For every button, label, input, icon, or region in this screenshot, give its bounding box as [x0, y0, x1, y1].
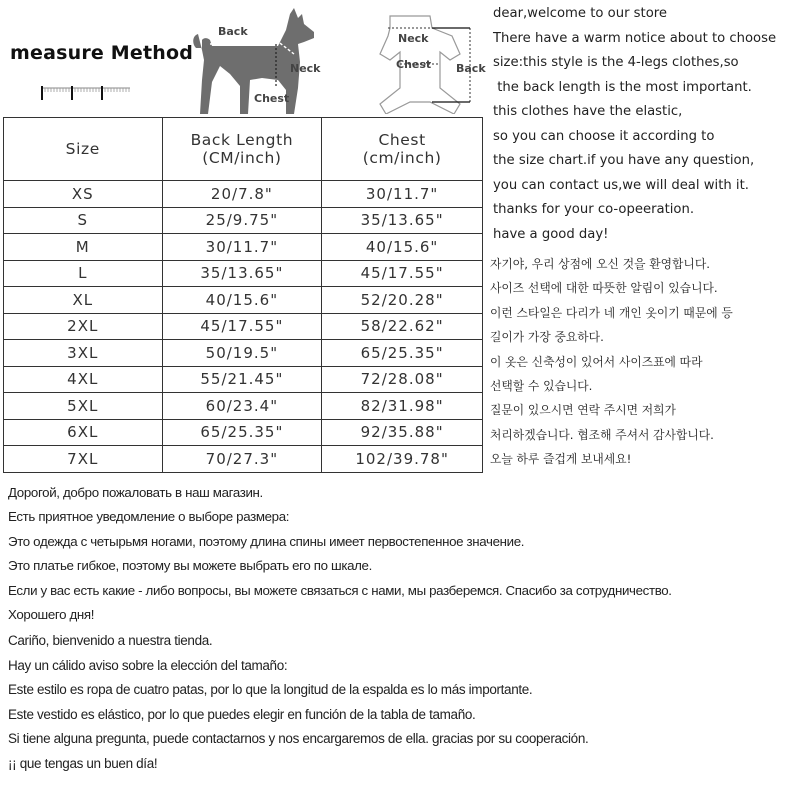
notice-line: 이 옷은 신축성이 있어서 사이즈표에 따라	[490, 354, 703, 369]
cell-size: S	[4, 207, 163, 234]
notice-line: you can contact us,we will deal with it.	[493, 177, 749, 193]
notice-line: 질문이 있으시면 연락 주시면 저희가	[490, 403, 676, 418]
cell-back: 55/21.45"	[162, 366, 322, 393]
cell-chest: 35/13.65"	[322, 207, 483, 234]
notice-line: Если у вас есть какие - либо вопросы, вы можете связаться с нами, мы разберемся. Спасибо за сотрудничество.	[8, 582, 672, 598]
cell-chest: 40/15.6"	[322, 234, 483, 261]
pet-shirt-icon	[360, 6, 490, 114]
measure-method-title: measure Method	[10, 42, 194, 64]
notice-line: There have a warm notice about to choose	[493, 30, 777, 46]
header-chest-line2: (cm/inch)	[362, 149, 442, 167]
notice-line: 자기야, 우리 상점에 오신 것을 환영합니다.	[490, 257, 710, 271]
notice-line: size:this style is the 4-legs clothes,so	[493, 55, 739, 70]
cell-size: 7XL	[4, 446, 163, 473]
cell-size: M	[4, 234, 163, 261]
table-row	[4, 234, 483, 261]
notice-line: have a good day!	[493, 226, 609, 242]
cell-chest: 58/22.62"	[322, 313, 483, 340]
notice-line: Есть приятное уведомление о выборе размера:	[8, 509, 290, 525]
table-row	[4, 366, 483, 393]
shirt-chest-label: Chest	[396, 58, 432, 71]
notice-line: Si tiene alguna pregunta, puede contactarnos y nos encargaremos de ella. gracias por su cooperación.	[8, 731, 589, 746]
ruler-icon	[40, 84, 132, 102]
notice-line: 이런 스타일은 다리가 네 개인 옷이기 때문에 등	[490, 305, 733, 320]
notice-korean	[490, 252, 800, 472]
cell-back: 70/27.3"	[162, 446, 322, 473]
cell-size: XL	[4, 287, 163, 314]
cell-chest: 52/20.28"	[322, 287, 483, 314]
notice-line: Hay un cálido aviso sobre la elección del tamaño:	[8, 657, 288, 673]
table-row	[4, 446, 483, 473]
notice-line: Este vestido es elástico, por lo que puedes elegir en función de la tabla de tamaño.	[8, 706, 476, 722]
notice-line: the back length is the most important.	[493, 79, 752, 95]
notice-russian	[8, 481, 800, 627]
cell-back: 30/11.7"	[162, 234, 322, 261]
table-row	[4, 313, 483, 340]
header-chest-line1: Chest	[378, 131, 426, 149]
header-back-length-line1: Back Length	[190, 131, 294, 149]
table-row	[4, 419, 483, 446]
cell-back: 45/17.55"	[162, 313, 322, 340]
cell-size: XS	[4, 181, 163, 208]
table-row	[4, 340, 483, 367]
cell-size: 5XL	[4, 393, 163, 420]
notice-line: Хорошего дня!	[8, 606, 95, 622]
notice-spanish	[8, 629, 800, 776]
dog-neck-label: Neck	[290, 62, 321, 75]
notice-line: Это одежда с четырьмя ногами, поэтому длина спины имеет первостепенное значение.	[8, 533, 525, 549]
notice-line: 선택할 수 있습니다.	[490, 378, 593, 393]
notice-line: Cariño, bienvenido a nuestra tienda.	[8, 633, 213, 648]
cell-size: 3XL	[4, 340, 163, 367]
header-back-length	[162, 118, 322, 181]
notice-line: this clothes have the elastic,	[493, 104, 683, 119]
cell-back: 35/13.65"	[162, 260, 322, 287]
cell-back: 65/25.35"	[162, 419, 322, 446]
cell-back: 60/23.4"	[162, 393, 322, 420]
dog-silhouette-icon	[190, 4, 330, 114]
cell-size: 6XL	[4, 419, 163, 446]
cell-back: 20/7.8"	[162, 181, 322, 208]
notice-line: thanks for your co-opeeration.	[493, 202, 695, 217]
cell-chest: 30/11.7"	[322, 181, 483, 208]
cell-back: 50/19.5"	[162, 340, 322, 367]
cell-size: 4XL	[4, 366, 163, 393]
header-chest	[322, 118, 483, 181]
shirt-neck-label: Neck	[398, 32, 429, 45]
header-back-length-line2: (CM/inch)	[202, 149, 282, 167]
cell-chest: 72/28.08"	[322, 366, 483, 393]
header-size: Size	[4, 118, 163, 181]
table-row	[4, 207, 483, 234]
table-row	[4, 260, 483, 287]
notice-line: Это платье гибкое, поэтому вы можете выбрать его по шкале.	[8, 558, 372, 574]
table-header-row	[4, 118, 483, 181]
table-row	[4, 287, 483, 314]
cell-chest: 102/39.78"	[322, 446, 483, 473]
notice-line: so you can choose it according to	[493, 128, 715, 144]
notice-english	[493, 2, 798, 247]
notice-line: 사이즈 선택에 대한 따뜻한 알림이 있습니다.	[490, 281, 718, 296]
table-row	[4, 393, 483, 420]
notice-line: dear,welcome to our store	[493, 6, 668, 21]
notice-line: 길이가 가장 중요하다.	[490, 330, 604, 345]
notice-line: the size chart.if you have any question,	[493, 153, 755, 168]
table-row	[4, 181, 483, 208]
cell-back: 40/15.6"	[162, 287, 322, 314]
notice-line: Дорогой, добро пожаловать в наш магазин.	[8, 485, 263, 500]
cell-back: 25/9.75"	[162, 207, 322, 234]
notice-line: Este estilo es ropa de cuatro patas, por lo que la longitud de la espalda es lo más importante.	[8, 682, 533, 697]
dog-back-label: Back	[218, 25, 248, 38]
cell-chest: 45/17.55"	[322, 260, 483, 287]
dog-chest-label: Chest	[254, 92, 290, 105]
notice-line: 오늘 하루 즐겁게 보내세요!	[490, 452, 632, 467]
measure-method-header	[0, 0, 490, 115]
size-chart-table	[3, 117, 483, 473]
cell-size: L	[4, 260, 163, 287]
shirt-back-label: Back	[456, 62, 486, 75]
notice-line: 처리하겠습니다. 협조해 주셔서 감사합니다.	[490, 427, 714, 442]
cell-chest: 65/25.35"	[322, 340, 483, 367]
cell-chest: 92/35.88"	[322, 419, 483, 446]
notice-line: ¡¡ que tengas un buen día!	[8, 755, 158, 771]
cell-chest: 82/31.98"	[322, 393, 483, 420]
cell-size: 2XL	[4, 313, 163, 340]
